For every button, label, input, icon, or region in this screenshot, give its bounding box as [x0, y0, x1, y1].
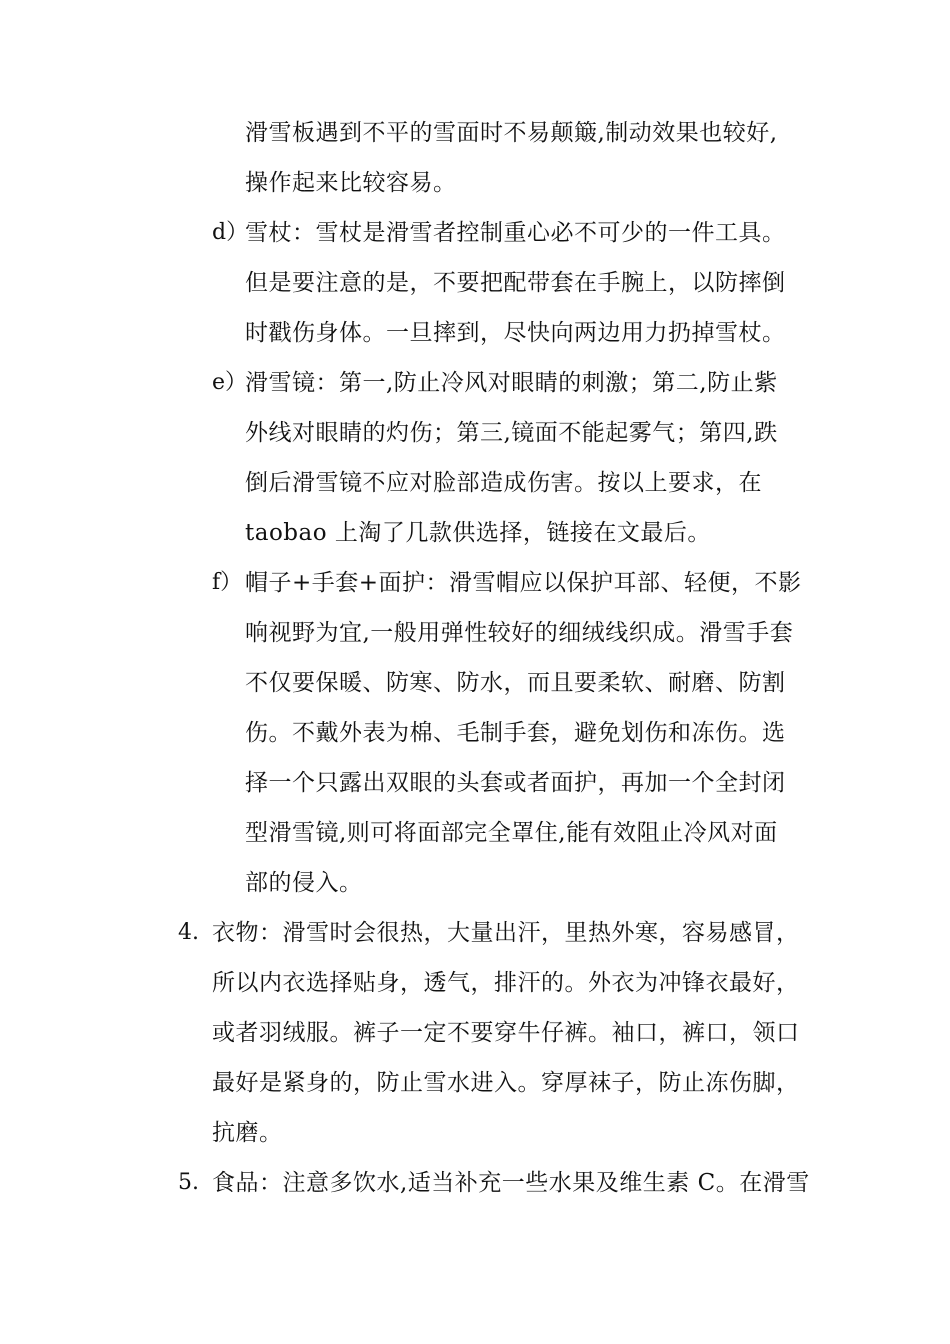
paragraph-line: 最好是紧身的，防止雪水进入。穿厚袜子，防止冻伤脚，: [212, 1070, 800, 1096]
list-marker-f: f）: [212, 570, 243, 595]
paragraph-line: 部的侵入。: [245, 870, 363, 896]
list-marker-5: 5.: [178, 1170, 199, 1195]
paragraph-line: 但是要注意的是，不要把配带套在手腕上，以防摔倒: [245, 270, 786, 296]
paragraph-line: 抗磨。: [212, 1120, 283, 1146]
paragraph-line: 或者羽绒服。裤子一定不要穿牛仔裤。袖口，裤口，领口: [212, 1020, 800, 1046]
paragraph-line: 衣物：滑雪时会很热，大量出汗，里热外寒，容易感冒，: [212, 920, 800, 946]
paragraph-line: 不仅要保暖、防寒、防水，而且要柔软、耐磨、防割: [245, 670, 786, 696]
paragraph-line: 伤。不戴外表为棉、毛制手套，避免划伤和冻伤。选: [245, 720, 786, 746]
list-marker-4: 4.: [178, 920, 199, 945]
paragraph-line: 所以内衣选择贴身，透气，排汗的。外衣为冲锋衣最好，: [212, 970, 800, 996]
paragraph-line: 滑雪板遇到不平的雪面时不易颠簸,制动效果也较好,: [245, 120, 778, 146]
list-marker-e: e）: [212, 370, 248, 395]
paragraph-line: 操作起来比较容易。: [245, 170, 457, 196]
paragraph-line: 型滑雪镜,则可将面部完全罩住,能有效阻止冷风对面: [245, 820, 778, 846]
paragraph-line: 择一个只露出双眼的头套或者面护，再加一个全封闭: [245, 770, 786, 796]
paragraph-line: 食品：注意多饮水,适当补充一些水果及维生素 C。在滑雪: [212, 1170, 810, 1196]
paragraph-line: 时戳伤身体。一旦摔到，尽快向两边用力扔掉雪杖。: [245, 320, 786, 346]
list-marker-d: d）: [212, 220, 249, 245]
paragraph-line: 倒后滑雪镜不应对脸部造成伤害。按以上要求，在: [245, 470, 762, 496]
paragraph-line: 雪杖：雪杖是滑雪者控制重心必不可少的一件工具。: [245, 220, 786, 246]
paragraph-line: taobao 上淘了几款供选择，链接在文最后。: [245, 520, 711, 546]
paragraph-line: 滑雪镜：第一,防止冷风对眼睛的刺激；第二,防止紫: [245, 370, 778, 396]
paragraph-line: 响视野为宜,一般用弹性较好的细绒线织成。滑雪手套: [245, 620, 794, 646]
paragraph-line: 外线对眼睛的灼伤；第三,镜面不能起雾气；第四,跌: [245, 420, 778, 446]
paragraph-line: 帽子+手套+面护：滑雪帽应以保护耳部、轻便，不影: [245, 570, 802, 596]
